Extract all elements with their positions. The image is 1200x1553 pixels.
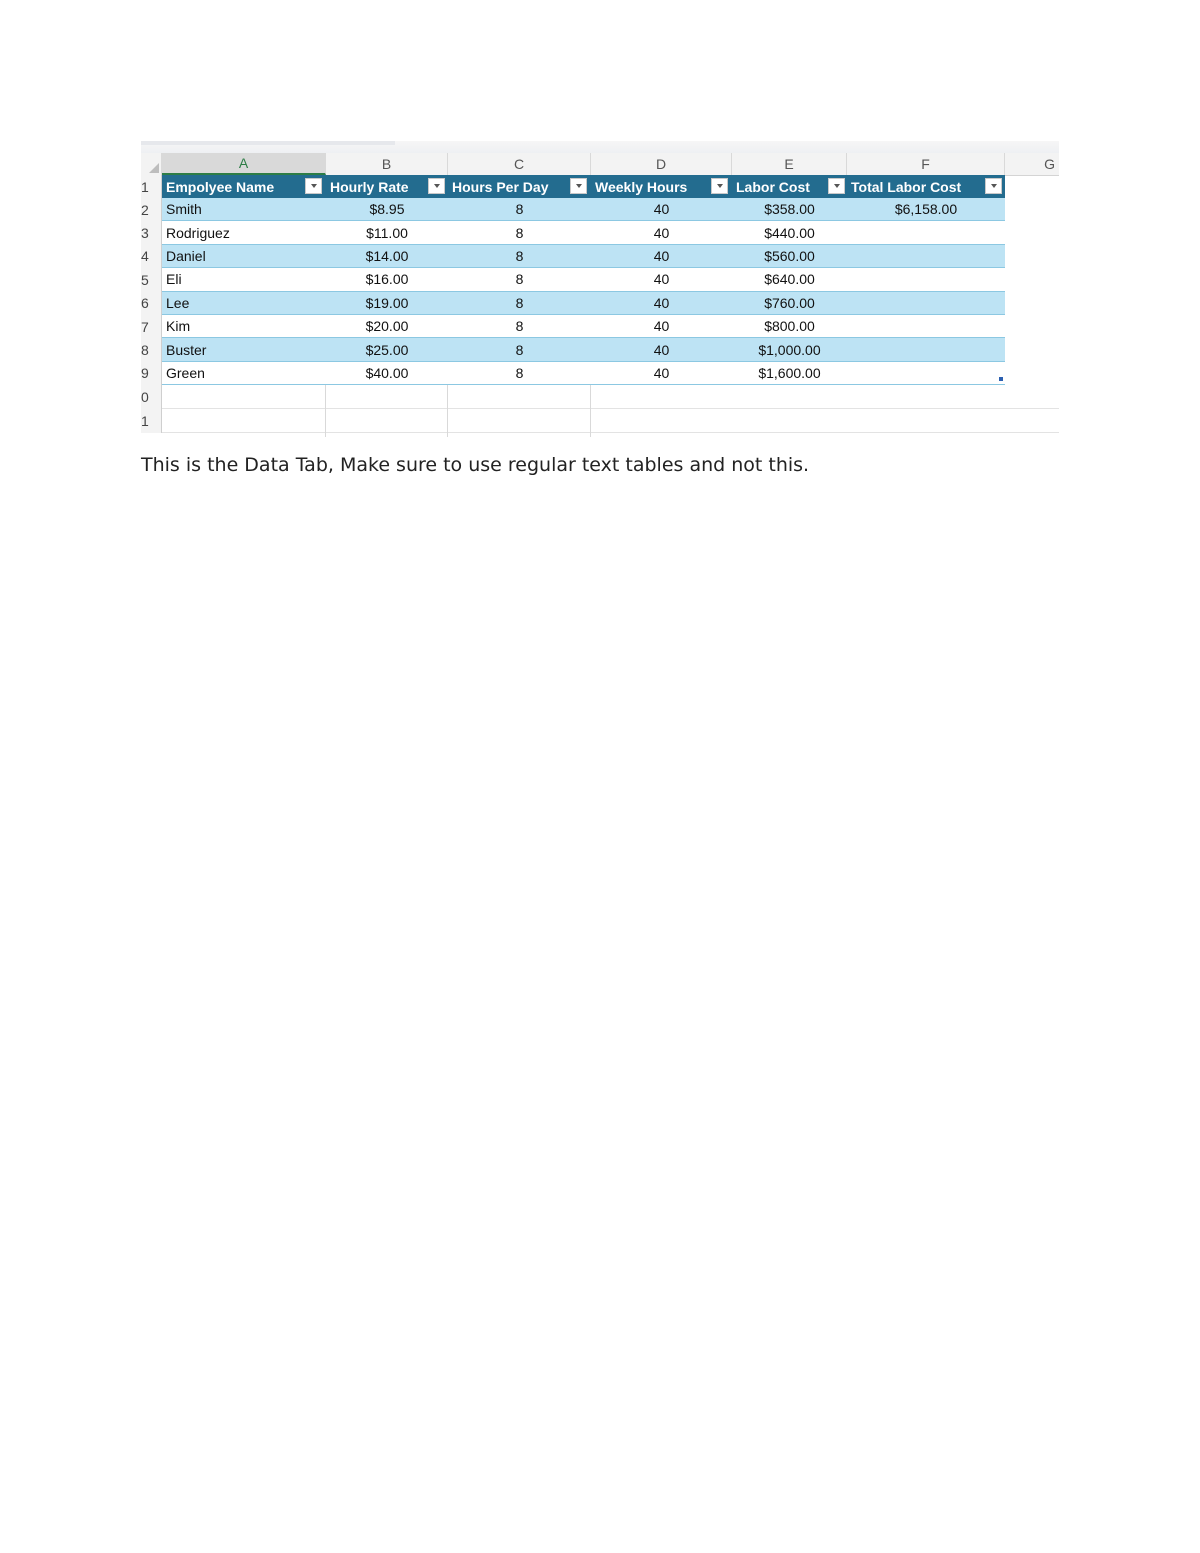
row-number[interactable]: 8 [141,338,162,361]
row-number[interactable]: 4 [141,245,162,268]
cell-hourly-rate[interactable]: $25.00 [326,338,448,361]
table-resize-handle-icon[interactable] [999,377,1003,381]
cell-hours-per-day[interactable]: 8 [448,338,591,361]
cell-total-labor-cost[interactable] [847,315,1005,338]
cell-labor-cost[interactable]: $800.00 [732,315,847,338]
sheet-tab-strip [141,141,395,145]
filter-dropdown-icon[interactable] [828,178,845,194]
column-header-a[interactable]: A [162,153,326,175]
cell-employee-name[interactable]: Green [162,362,326,385]
cell-total-labor-cost[interactable] [847,362,1005,385]
row-number[interactable]: 9 [141,362,162,385]
caption-text: This is the Data Tab, Make sure to use regular text tables and not this. [141,454,810,476]
cell-hours-per-day[interactable]: 8 [448,315,591,338]
cell-hours-per-day[interactable]: 8 [448,292,591,315]
filter-dropdown-icon[interactable] [570,178,587,194]
row-number[interactable]: 1 [141,409,162,433]
empty-cell[interactable] [162,385,1059,409]
table-row [141,268,1059,291]
cell-labor-cost[interactable]: $760.00 [732,292,847,315]
header-label: Labor Cost [736,178,810,195]
cell-weekly-hours[interactable]: 40 [591,268,732,291]
cell-hourly-rate[interactable]: $16.00 [326,268,448,291]
cell-hourly-rate[interactable]: $19.00 [326,292,448,315]
cell-weekly-hours[interactable]: 40 [591,221,732,244]
gridline [325,385,326,437]
select-all-triangle-icon [149,163,159,173]
cell-employee-name[interactable]: Buster [162,338,326,361]
table-row [141,198,1059,221]
cell-hours-per-day[interactable]: 8 [448,198,591,221]
filter-dropdown-icon[interactable] [428,178,445,194]
column-header-g[interactable]: G [1044,156,1055,172]
cell-hours-per-day[interactable]: 8 [448,221,591,244]
cell-employee-name[interactable]: Kim [162,315,326,338]
table-row [141,292,1059,315]
column-header-row [141,153,1059,176]
header-hourly-rate [326,175,448,198]
column-header-c[interactable]: C [448,153,591,175]
gridline [447,385,448,437]
cell-labor-cost[interactable]: $1,600.00 [732,362,847,385]
header-label: Hourly Rate [330,178,409,195]
cell-total-labor-cost[interactable]: $6,158.00 [847,198,1005,221]
cell-labor-cost[interactable]: $1,000.00 [732,338,847,361]
cell-employee-name[interactable]: Eli [162,268,326,291]
row-number[interactable]: 6 [141,292,162,315]
table-row [141,385,1059,409]
cell-hourly-rate[interactable]: $8.95 [326,198,448,221]
row-number[interactable]: 0 [141,385,162,409]
cell-employee-name[interactable]: Lee [162,292,326,315]
table-row [141,245,1059,268]
header-employee-name [162,175,326,198]
cell-total-labor-cost[interactable] [847,221,1005,244]
table-row [141,409,1059,433]
table-row [141,362,1059,385]
cell-total-labor-cost[interactable] [847,338,1005,361]
cell-hours-per-day[interactable]: 8 [448,362,591,385]
cell-total-labor-cost[interactable] [847,245,1005,268]
gridline [590,385,591,437]
row-number[interactable]: 1 [141,175,162,198]
cell-employee-name[interactable]: Daniel [162,245,326,268]
cell-weekly-hours[interactable]: 40 [591,292,732,315]
table-row [141,221,1059,244]
cell-hourly-rate[interactable]: $11.00 [326,221,448,244]
table-header-row [141,175,1059,198]
empty-cell[interactable] [162,409,1059,433]
cell-labor-cost[interactable]: $560.00 [732,245,847,268]
filter-dropdown-icon[interactable] [985,178,1002,194]
select-all-corner[interactable] [141,153,162,175]
column-header-f[interactable]: F [847,153,1005,175]
cell-hourly-rate[interactable]: $40.00 [326,362,448,385]
table-row [141,338,1059,361]
filter-dropdown-icon[interactable] [305,178,322,194]
row-number[interactable]: 5 [141,268,162,291]
cell-employee-name[interactable]: Smith [162,198,326,221]
cell-total-labor-cost[interactable] [847,268,1005,291]
cell-employee-name[interactable]: Rodriguez [162,221,326,244]
table-row [141,315,1059,338]
column-header-b[interactable]: B [326,153,448,175]
header-weekly-hours [591,175,732,198]
cell-weekly-hours[interactable]: 40 [591,362,732,385]
cell-hours-per-day[interactable]: 8 [448,268,591,291]
header-label: Empolyee Name [166,178,275,195]
row-number[interactable]: 2 [141,198,162,221]
cell-labor-cost[interactable]: $440.00 [732,221,847,244]
cell-weekly-hours[interactable]: 40 [591,198,732,221]
cell-weekly-hours[interactable]: 40 [591,338,732,361]
cell-labor-cost[interactable]: $358.00 [732,198,847,221]
header-label: Weekly Hours [595,178,688,195]
filter-dropdown-icon[interactable] [711,178,728,194]
header-total-labor-cost [847,175,1005,198]
column-header-d[interactable]: D [591,153,732,175]
header-labor-cost [732,175,847,198]
cell-hourly-rate[interactable]: $20.00 [326,315,448,338]
cell-total-labor-cost[interactable] [847,292,1005,315]
cell-hours-per-day[interactable]: 8 [448,245,591,268]
cell-weekly-hours[interactable]: 40 [591,315,732,338]
column-header-e[interactable]: E [732,153,847,175]
cell-weekly-hours[interactable]: 40 [591,245,732,268]
cell-hourly-rate[interactable]: $14.00 [326,245,448,268]
header-label: Total Labor Cost [851,178,962,195]
spreadsheet-screenshot [141,141,1059,437]
header-label: Hours Per Day [452,178,549,195]
row-number[interactable]: 7 [141,315,162,338]
ribbon-strip [141,141,1059,153]
header-hours-per-day [448,175,591,198]
cell-labor-cost[interactable]: $640.00 [732,268,847,291]
row-number[interactable]: 3 [141,221,162,244]
